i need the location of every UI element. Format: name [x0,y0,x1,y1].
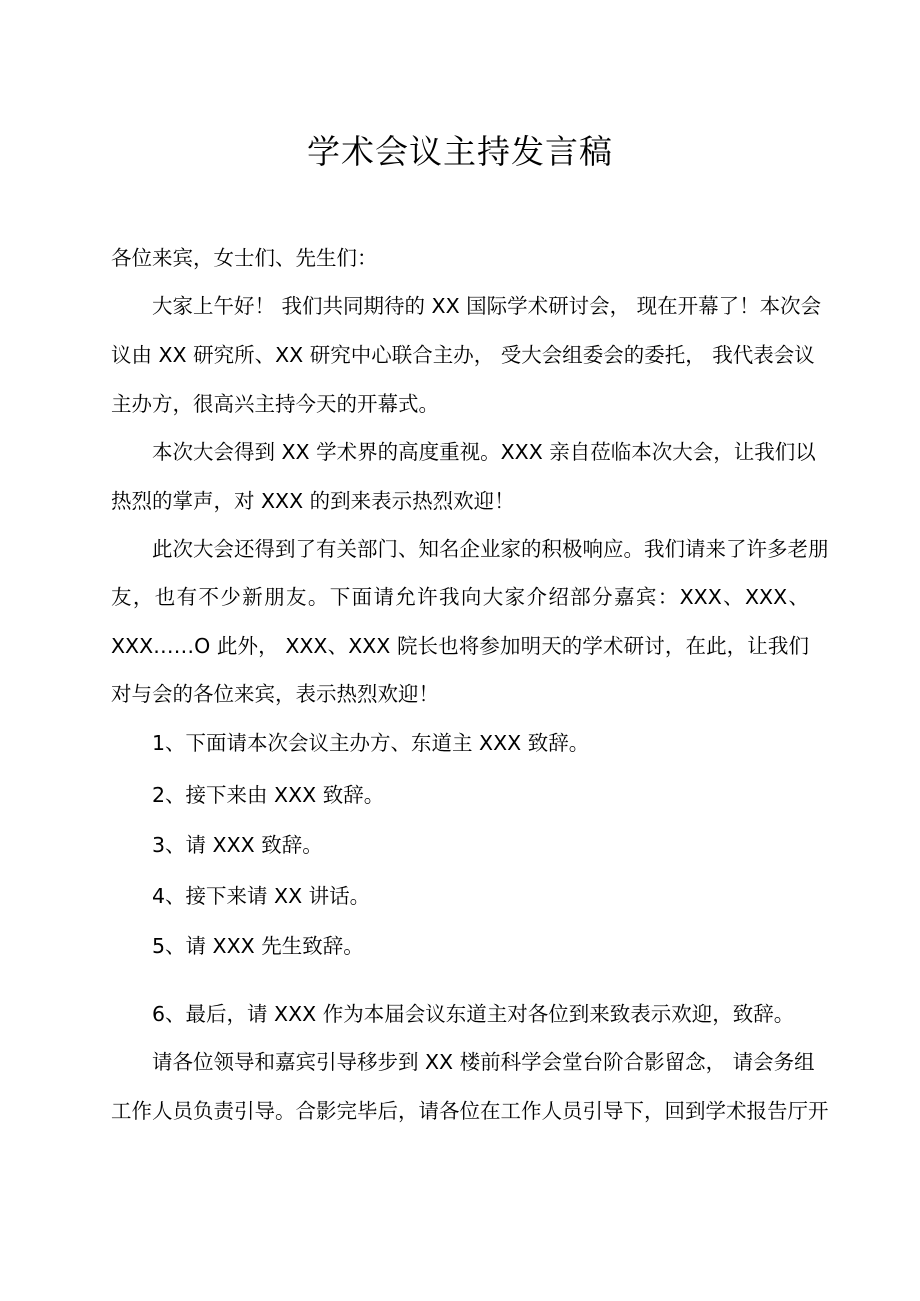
paragraph-line: 请各位领导和嘉宾引导移步到 XX 楼前科学会堂台阶合影留念， 请会务组 [152,1050,815,1074]
paragraph-line: 本次大会得到 XX 学术界的高度重视。XXX 亲自莅临本次大会，让我们以 [152,440,816,464]
document-title: 学术会议主持发言稿 [307,132,613,171]
list-item: 1、下面请本次会议主办方、东道主 XXX 致辞。 [152,731,590,755]
paragraph-line: 主办方，很高兴主持今天的开幕式。 [111,392,439,416]
paragraph-line: XXX……O 此外， XXX、XXX 院长也将参加明天的学术研讨，在此，让我们 [111,634,809,658]
salutation-line: 各位来宾，女士们、先生们： [111,246,378,270]
list-item: 2、接下来由 XXX 致辞。 [152,783,385,807]
paragraph-line: 对与会的各位来宾，表示热烈欢迎！ [111,682,439,706]
paragraph-line: 议由 XX 研究所、XX 研究中心联合主办， 受大会组委会的委托， 我代表会议 [111,343,815,367]
list-item: 6、最后，请 XXX 作为本届会议东道主对各位到来致表示欢迎，致辞。 [152,1002,795,1026]
paragraph-line: 热烈的掌声，对 XXX 的到来表示热烈欢迎！ [111,489,515,513]
paragraph-line: 工作人员负责引导。合影完毕后，请各位在工作人员引导下，回到学术报告厅开 [111,1099,829,1123]
paragraph-line: 大家上午好！ 我们共同期待的 XX 国际学术研讨会， 现在开幕了！本次会 [152,294,822,318]
paragraph-line: 此次大会还得到了有关部门、知名企业家的积极响应。我们请来了许多老朋 [152,537,829,561]
list-item: 5、请 XXX 先生致辞。 [152,934,364,958]
list-item: 4、接下来请 XX 讲话。 [152,884,371,908]
paragraph-line: 友，也有不少新朋友。下面请允许我向大家介绍部分嘉宾：XXX、XXX、 [111,585,809,609]
list-item: 3、请 XXX 致辞。 [152,833,323,857]
